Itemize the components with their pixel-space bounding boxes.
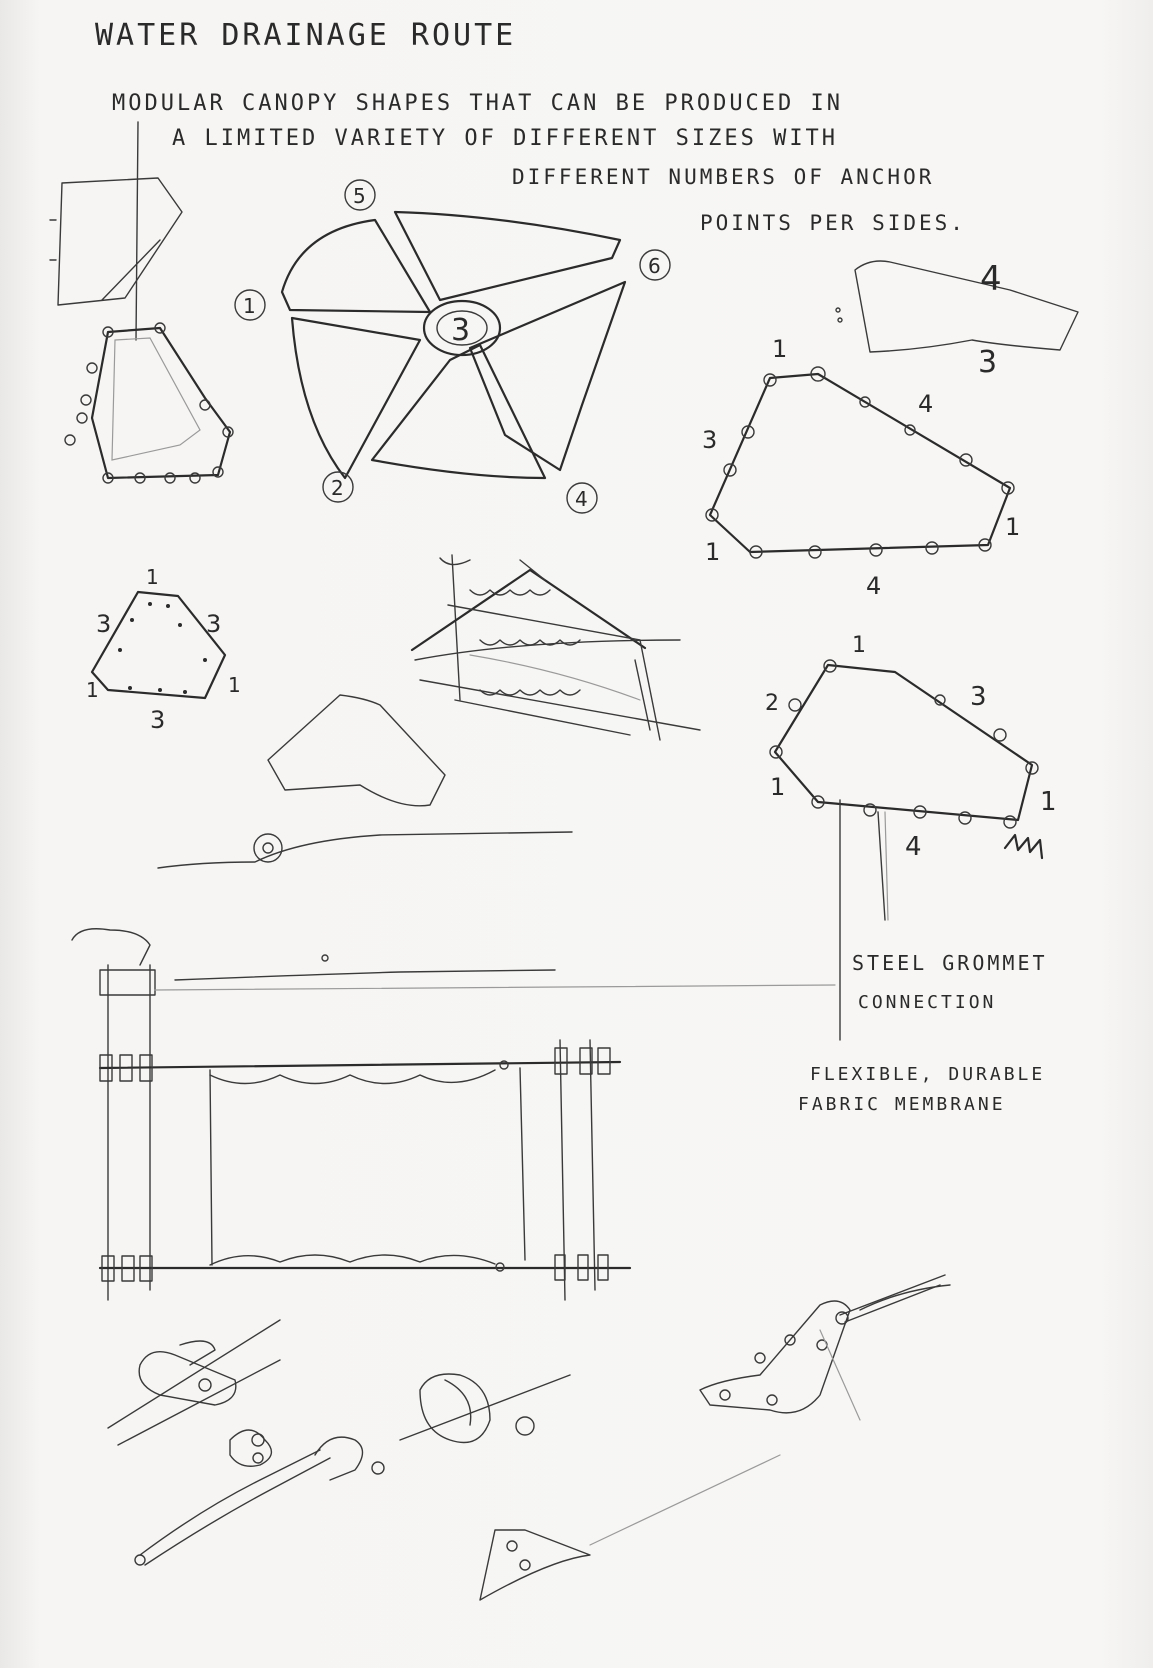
plain-polygon — [268, 695, 445, 806]
pentagon-b — [765, 633, 1057, 1040]
description-line-2: A LIMITED VARIETY OF DIFFERENT SIZES WITH — [172, 126, 839, 151]
rolled-edge-sketch — [158, 832, 572, 868]
pentagon-a-label-left: 3 — [702, 426, 718, 454]
pentagon-a-label-top: 1 — [772, 335, 788, 363]
quad-shape — [836, 259, 1078, 380]
quad-label-3: 3 — [978, 345, 998, 380]
pentagon-a-label-diagonal: 4 — [918, 390, 934, 418]
canopy-label-1: 1 — [243, 294, 256, 318]
canopy-label-6: 6 — [648, 254, 661, 278]
canopy-label-2: 2 — [331, 476, 344, 500]
description-line-3: DIFFERENT NUMBERS OF ANCHOR — [512, 165, 935, 189]
hexagon-label-bottom-right: 1 — [228, 673, 241, 697]
canopy-cluster — [235, 180, 670, 513]
canopy-label-4: 4 — [575, 487, 588, 511]
fabric-label-line-2: FABRIC MEMBRANE — [798, 1094, 1006, 1115]
pentagon-a-label-bottom: 4 — [866, 572, 882, 600]
small-hexagon — [86, 565, 241, 734]
grommet-label-line-2: CONNECTION — [858, 992, 997, 1013]
hexagon-label-right: 3 — [206, 610, 222, 638]
frame-elevation-sketch — [72, 929, 835, 1300]
pentagon-a-label-bottom-left: 1 — [705, 538, 721, 566]
canopy-label-5: 5 — [353, 184, 366, 208]
hexagon-label-bottom-left: 1 — [86, 678, 99, 702]
pentagon-b-label-diagonal: 3 — [970, 682, 987, 712]
description-line-4: POINTS PER SIDES. — [700, 211, 966, 235]
hexagon-label-left: 3 — [96, 610, 112, 638]
connector-detail-sketches — [108, 1275, 950, 1600]
grommet-label-line-1: STEEL GROMMET — [852, 951, 1048, 975]
fabric-label-line-1: FLEXIBLE, DURABLE — [810, 1064, 1046, 1085]
description-line-1: MODULAR CANOPY SHAPES THAT CAN BE PRODUCED IN — [112, 91, 844, 116]
hexagon-label-top: 1 — [146, 565, 159, 589]
pentagon-b-label-top: 1 — [852, 633, 866, 658]
pentagon-b-label-right: 1 — [1040, 787, 1057, 817]
pentagon-b-label-bottom-left: 1 — [770, 773, 786, 801]
pentagon-b-label-bottom: 4 — [905, 832, 922, 862]
quad-label-4: 4 — [980, 259, 1002, 299]
top-left-sketch — [50, 122, 233, 483]
perspective-canopy-sketch — [412, 555, 700, 740]
pentagon-a-label-right: 1 — [1005, 513, 1021, 541]
canopy-label-3: 3 — [451, 313, 471, 348]
page-title: WATER DRAINAGE ROUTE — [95, 18, 517, 53]
pentagon-b-label-left: 2 — [765, 691, 779, 716]
pentagon-a — [702, 335, 1020, 600]
hexagon-label-bottom: 3 — [150, 706, 166, 734]
